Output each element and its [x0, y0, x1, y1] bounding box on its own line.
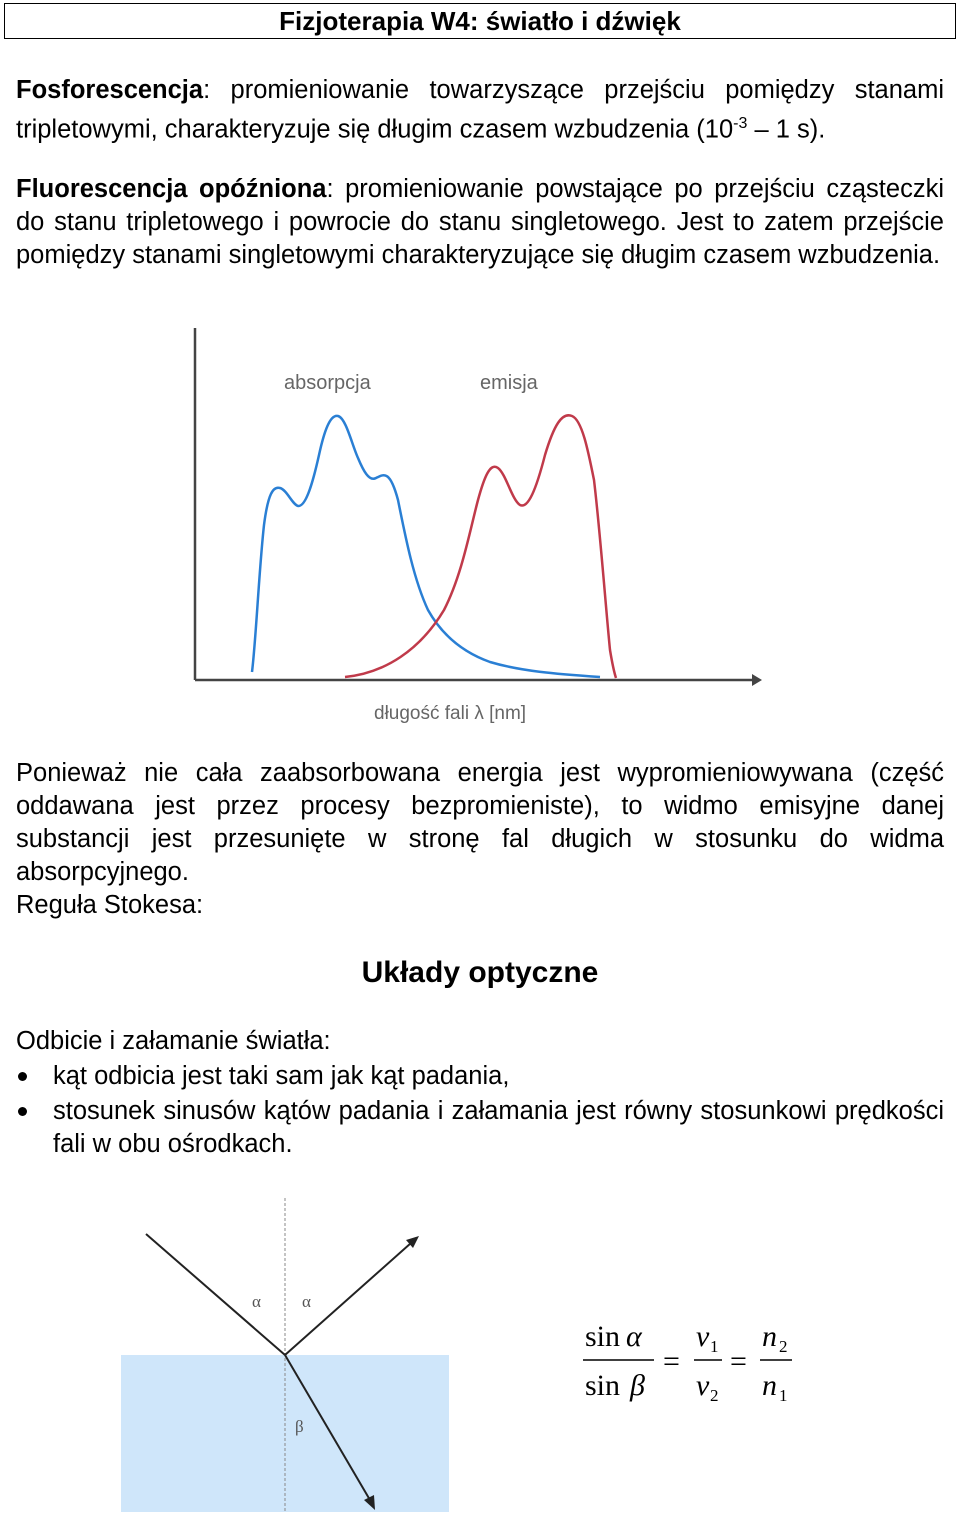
numerator-v-subscript: 1: [710, 1337, 719, 1356]
phosphorescence-term: Fosforescencja: [16, 76, 204, 104]
numerator-sin: sin: [585, 1320, 621, 1353]
denominator-n-subscript: 1: [779, 1386, 788, 1405]
delayed-fluorescence-term: Fluorescencja opóźniona: [16, 175, 327, 203]
bullet-text: stosunek sinusów kątów padania i załamania jest równy stosunkowi prędkości fali w obu ośrodkach.: [53, 1097, 944, 1158]
numerator-n: n: [762, 1320, 777, 1353]
numerator-v: v: [696, 1320, 710, 1353]
bullet-text: kąt odbicia jest taki sam jak kąt padania,: [53, 1062, 510, 1090]
page-title-text: Fizjoterapia W4: światło i dźwięk: [279, 6, 681, 36]
phosphorescence-range-end: – 1 s).: [747, 115, 826, 144]
delayed-fluorescence-definition: : promieniowanie powstające po przejściu cząsteczki do stanu tripletowego i powrocie do stanu singletowego. Jest to zatem przejście pomiędzy stanami singletowymi charakteryzujące się długim czasem wzbudzenia.: [16, 175, 944, 269]
absorption-label: absorpcja: [284, 372, 371, 394]
section-heading: Układy optyczne: [361, 956, 599, 989]
phosphorescence-exponent: -3: [733, 115, 748, 132]
emission-label: emisja: [480, 372, 538, 394]
angle-alpha-incident: α: [252, 1292, 261, 1311]
numerator-alpha: α: [626, 1320, 642, 1353]
denominator-v-subscript: 2: [710, 1386, 719, 1405]
numerator-n-subscript: 2: [779, 1337, 788, 1356]
spectrum-x-axis-label: długość fali λ [nm]: [374, 703, 527, 724]
angle-alpha-reflected: α: [302, 1292, 311, 1311]
angle-beta-refracted: β: [295, 1417, 304, 1436]
equals-sign-2: =: [730, 1345, 747, 1378]
equals-sign-1: =: [663, 1345, 680, 1378]
phosphorescence-definition: : promieniowanie towarzyszące przejściu pomiędzy stanami tripletowymi, charakteryzuje się długim czasem wzbudzenia (10: [16, 76, 944, 144]
denominator-sin: sin: [585, 1369, 621, 1402]
denominator-beta: β: [630, 1369, 645, 1402]
stokes-paragraph: Ponieważ nie cała zaabsorbowana energia jest wypromieniowywana (część oddawana jest przez procesy bezpromieniste), to widmo emisyjne danej substancji jest przesunięte w stronę fal długich w stosunku do widma absorpcyjnego.: [16, 759, 944, 886]
denominator-n: n: [762, 1369, 777, 1402]
reflection-intro: Odbicie i załamanie światła:: [16, 1027, 331, 1055]
denominator-v: v: [696, 1369, 710, 1402]
stokes-rule: Reguła Stokesa:: [16, 891, 204, 919]
